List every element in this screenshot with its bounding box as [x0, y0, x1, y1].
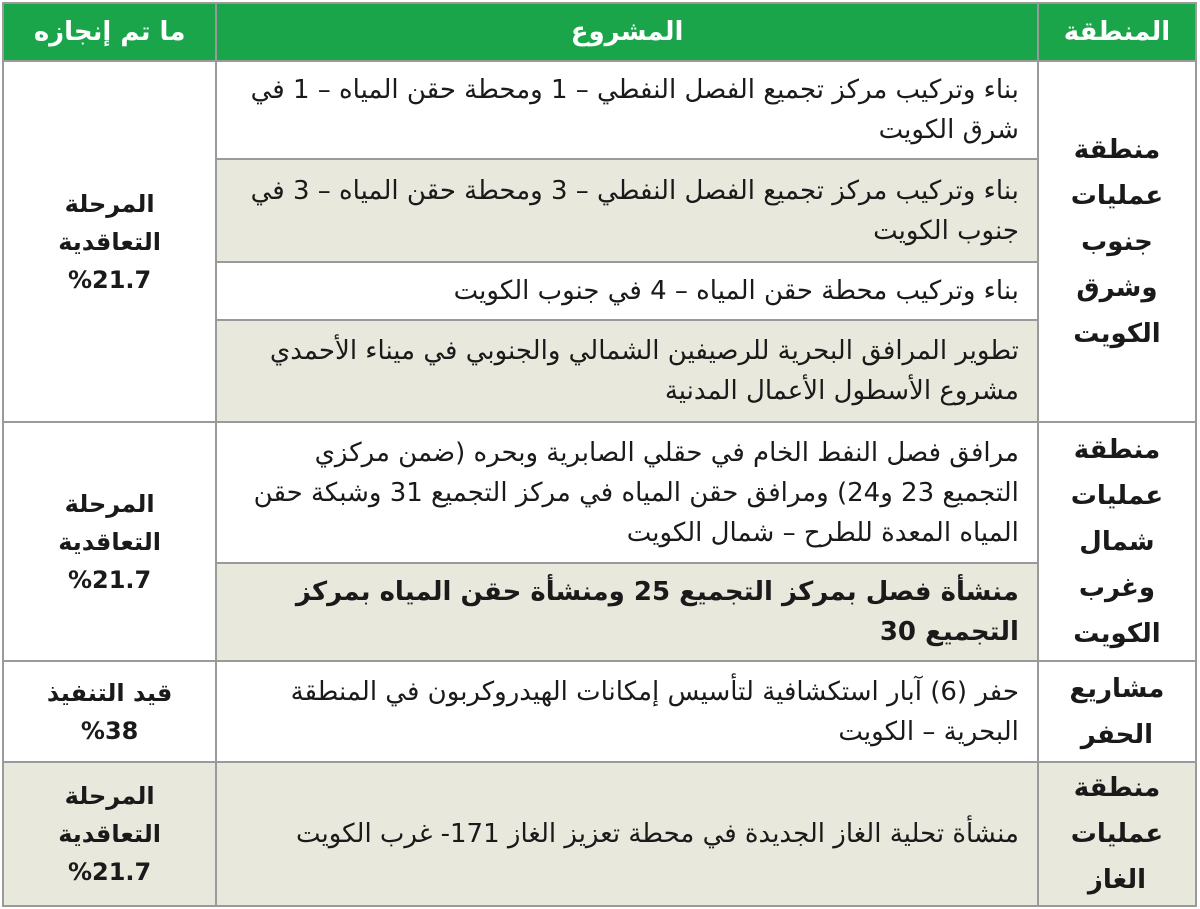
table-row [3, 422, 1196, 563]
completed-cell: المرحلة التعاقدية 21.7% [3, 61, 216, 422]
header-completed: ما تم إنجازه [3, 3, 216, 61]
completed-cell: المرحلة التعاقدية 21.7% [3, 422, 216, 661]
project-cell: بناء وتركيب مركز تجميع الفصل النفطي – 1 ومحطة حقن المياه – 1 في شرق الكويت [216, 61, 1038, 159]
project-cell: منشأة تحلية الغاز الجديدة في محطة تعزيز الغاز 171- غرب الكويت [216, 762, 1038, 906]
project-cell: تطوير المرافق البحرية للرصيفين الشمالي والجنوبي في ميناء الأحمدي مشروع الأسطول الأعمال المدنية [216, 320, 1038, 422]
projects-table [2, 2, 1197, 907]
project-cell: بناء وتركيب محطة حقن المياه – 4 في جنوب الكويت [216, 262, 1038, 320]
region-cell: منطقة عمليات الغاز [1038, 762, 1196, 906]
header-row [3, 3, 1196, 61]
table-row [3, 61, 1196, 159]
completed-cell: المرحلة التعاقدية 21.7% [3, 762, 216, 906]
header-region: المنطقة [1038, 3, 1196, 61]
table-row [3, 762, 1196, 906]
project-cell: منشأة فصل بمركز التجميع 25 ومنشأة حقن المياه بمركز التجميع 30 [216, 563, 1038, 661]
table-row [3, 661, 1196, 762]
project-cell: مرافق فصل النفط الخام في حقلي الصابرية وبحره (ضمن مركزي التجميع 23 و24) ومرافق حقن المياه في مركز التجميع 31 وشبكة حقن المياه المعدة للطرح – شمال الكويت [216, 422, 1038, 563]
project-cell: بناء وتركيب مركز تجميع الفصل النفطي – 3 ومحطة حقن المياه – 3 في جنوب الكويت [216, 159, 1038, 262]
region-cell: مشاريع الحفر [1038, 661, 1196, 762]
completed-cell: قيد التنفيذ 38% [3, 661, 216, 762]
region-cell: منطقة عمليات شمال وغرب الكويت [1038, 422, 1196, 661]
header-project: المشروع [216, 3, 1038, 61]
project-cell: حفر (6) آبار استكشافية لتأسيس إمكانات الهيدروكربون في المنطقة البحرية – الكويت [216, 661, 1038, 762]
region-cell: منطقة عمليات جنوب وشرق الكويت [1038, 61, 1196, 422]
